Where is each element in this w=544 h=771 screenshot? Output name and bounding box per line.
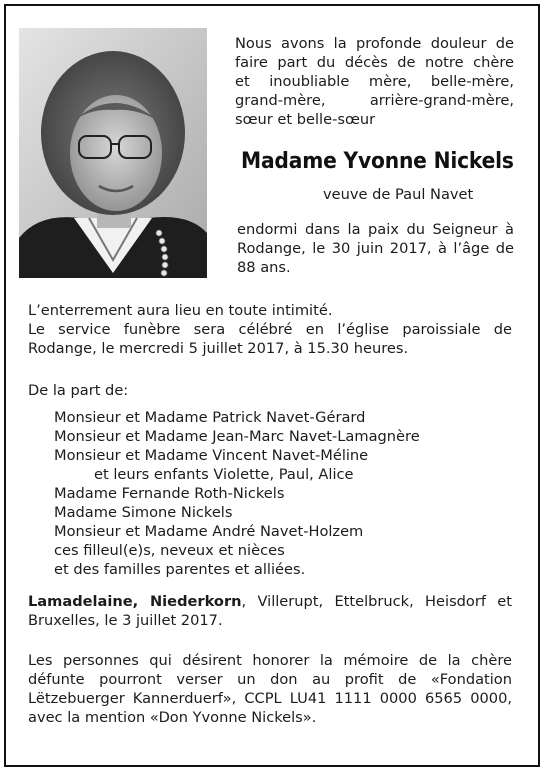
family-member: Monsieur et Madame Jean-Marc Navet-Lamagnère (54, 428, 420, 445)
text-line: défunte pourront verser un don au profit de «Fondation (28, 671, 512, 688)
text-line: et inoubliable mère, belle-mère, (235, 73, 514, 90)
text-line: 88 ans. (237, 259, 291, 276)
text-line: Lëtzebuerger Kannerduerf», CCPL LU41 1111 0000 6565 0000, (28, 690, 512, 707)
text-line: sœur et belle-sœur (235, 111, 376, 128)
text-line: Nous avons la profonde douleur de (235, 35, 514, 52)
family-member: Madame Fernande Roth-Nickels (54, 485, 285, 502)
family-member: Monsieur et Madame Vincent Navet-Méline (54, 447, 369, 464)
family-member: ces filleul(e)s, neveux et nièces (54, 542, 285, 559)
text-line: De la part de: (28, 382, 129, 399)
places-rest: , Villerupt, Ettelbruck, Heisdorf et (241, 593, 512, 610)
family-member: et des familles parentes et alliées. (54, 561, 306, 578)
text-line: Les personnes qui désirent honorer la mémoire de la chère (28, 652, 512, 669)
places-bold: Lamadelaine, Niederkorn (28, 593, 242, 610)
text-line: grand-mère, arrière-grand-mère, (235, 92, 514, 109)
family-list (54, 408, 420, 579)
text-line: Rodange, le mercredi 5 juillet 2017, à 15.30 heures. (28, 340, 409, 357)
text-line (28, 592, 512, 611)
family-heading (28, 381, 128, 400)
death-paragraph (237, 220, 514, 277)
family-member: Madame Simone Nickels (54, 504, 233, 521)
text-line: Bruxelles, le 3 juillet 2017. (28, 612, 223, 629)
intro-paragraph (235, 34, 514, 129)
text-line: avec la mention «Don Yvonne Nickels». (28, 709, 317, 726)
donation-paragraph (28, 651, 512, 727)
portrait-photo (19, 28, 207, 278)
text-line: L’enterrement aura lieu en toute intimité. (28, 302, 333, 319)
family-member: Monsieur et Madame André Navet-Holzem (54, 523, 364, 540)
widow-of-text: veuve de Paul Navet (323, 186, 474, 203)
text-line: Le service funèbre sera célébré en l’église paroissiale de (28, 321, 512, 338)
funeral-paragraph (28, 301, 512, 358)
text-line: Rodange, le 30 juin 2017, à l’âge de (237, 240, 514, 257)
family-member: Monsieur et Madame Patrick Navet-Gérard (54, 409, 366, 426)
text-line: endormi dans la paix du Seigneur à (237, 221, 514, 238)
deceased-name: Madame Yvonne Nickels (241, 149, 514, 174)
places-date-paragraph (28, 592, 512, 630)
text-line: faire part du décès de notre chère (235, 54, 514, 71)
family-member: et leurs enfants Violette, Paul, Alice (94, 466, 354, 483)
